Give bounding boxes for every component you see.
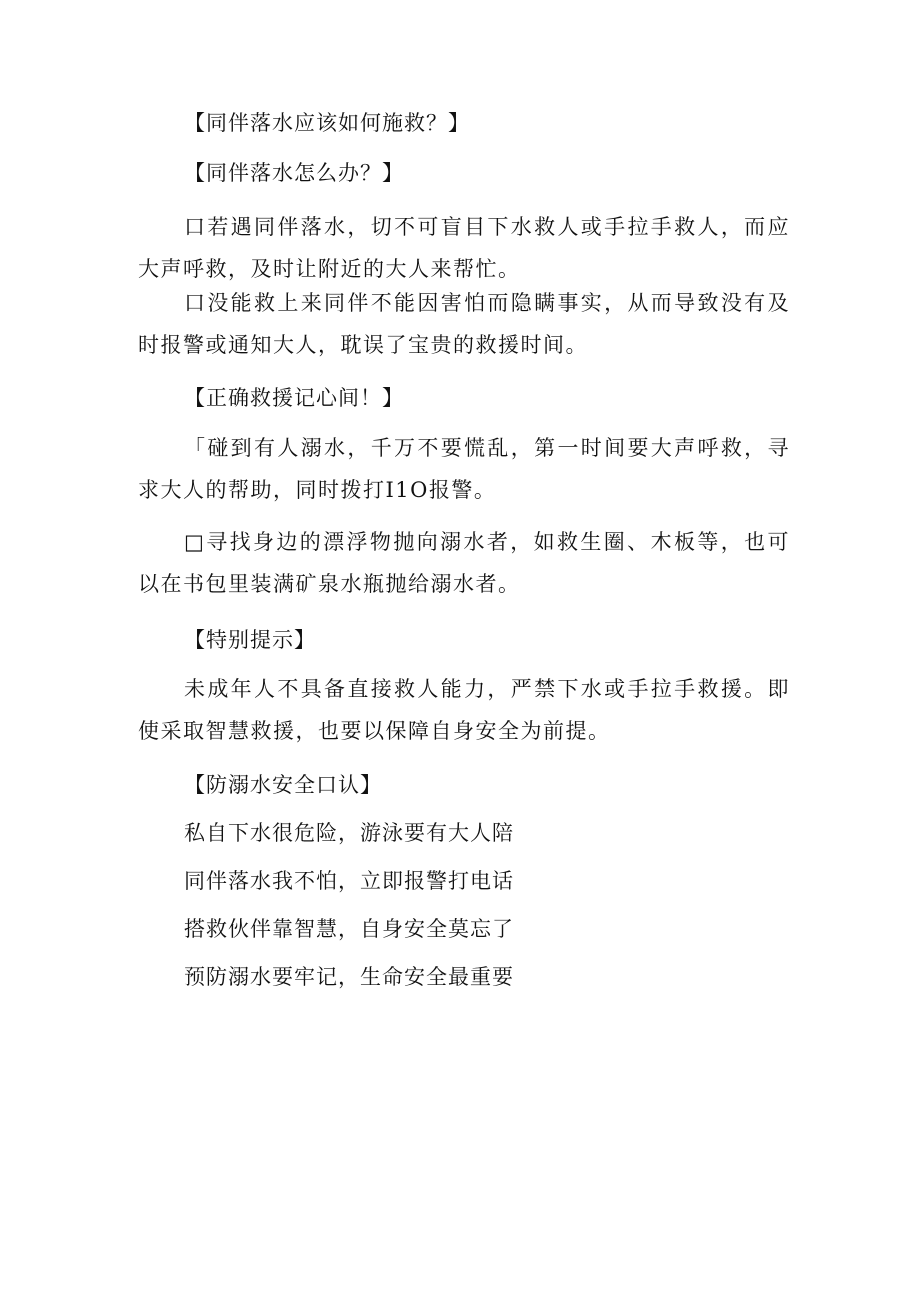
heading-slogan: 【防溺水安全口认】 — [184, 773, 382, 797]
slogan-line: 同伴落水我不怕，立即报警打电话 — [184, 869, 514, 893]
heading-rescue: 【同伴落水应该如何施救？】 — [184, 111, 470, 135]
paragraph-1: 口若遇同伴落水，切不可盲目下水救人或手拉手救人，而应大声呼救，及时让附近的大人来帮忙。 — [138, 215, 790, 281]
paragraph-5: 未成年人不具备直接救人能力，严禁下水或手拉手救援。即使采取智慧救援，也要以保障自身安全为前提。 — [138, 677, 790, 743]
paragraph-3: 「碰到有人溺水，千万不要慌乱，第一时间要大声呼救，寻求大人的帮助，同时拨打I1O报警。 — [138, 436, 790, 502]
slogan-line: 私自下水很危险，游泳要有大人陪 — [184, 821, 514, 845]
slogan-line: 搭救伙伴靠智慧，自身安全莫忘了 — [184, 917, 514, 941]
slogan-line: 预防溺水要牢记，生命安全最重要 — [184, 965, 514, 989]
paragraph-2: 口没能救上来同伴不能因害怕而隐瞒事实，从而导致没有及时报警或通知大人，耽误了宝贵的救援时间。 — [138, 291, 790, 357]
heading-special-tip: 【特别提示】 — [184, 628, 316, 652]
heading-what-to-do: 【同伴落水怎么办？】 — [184, 161, 404, 185]
heading-correct-rescue: 【正确救援记心间！】 — [184, 386, 404, 410]
paragraph-4: □寻找身边的漂浮物抛向溺水者，如救生圈、木板等，也可以在书包里装满矿泉水瓶抛给溺水者。 — [138, 530, 790, 596]
